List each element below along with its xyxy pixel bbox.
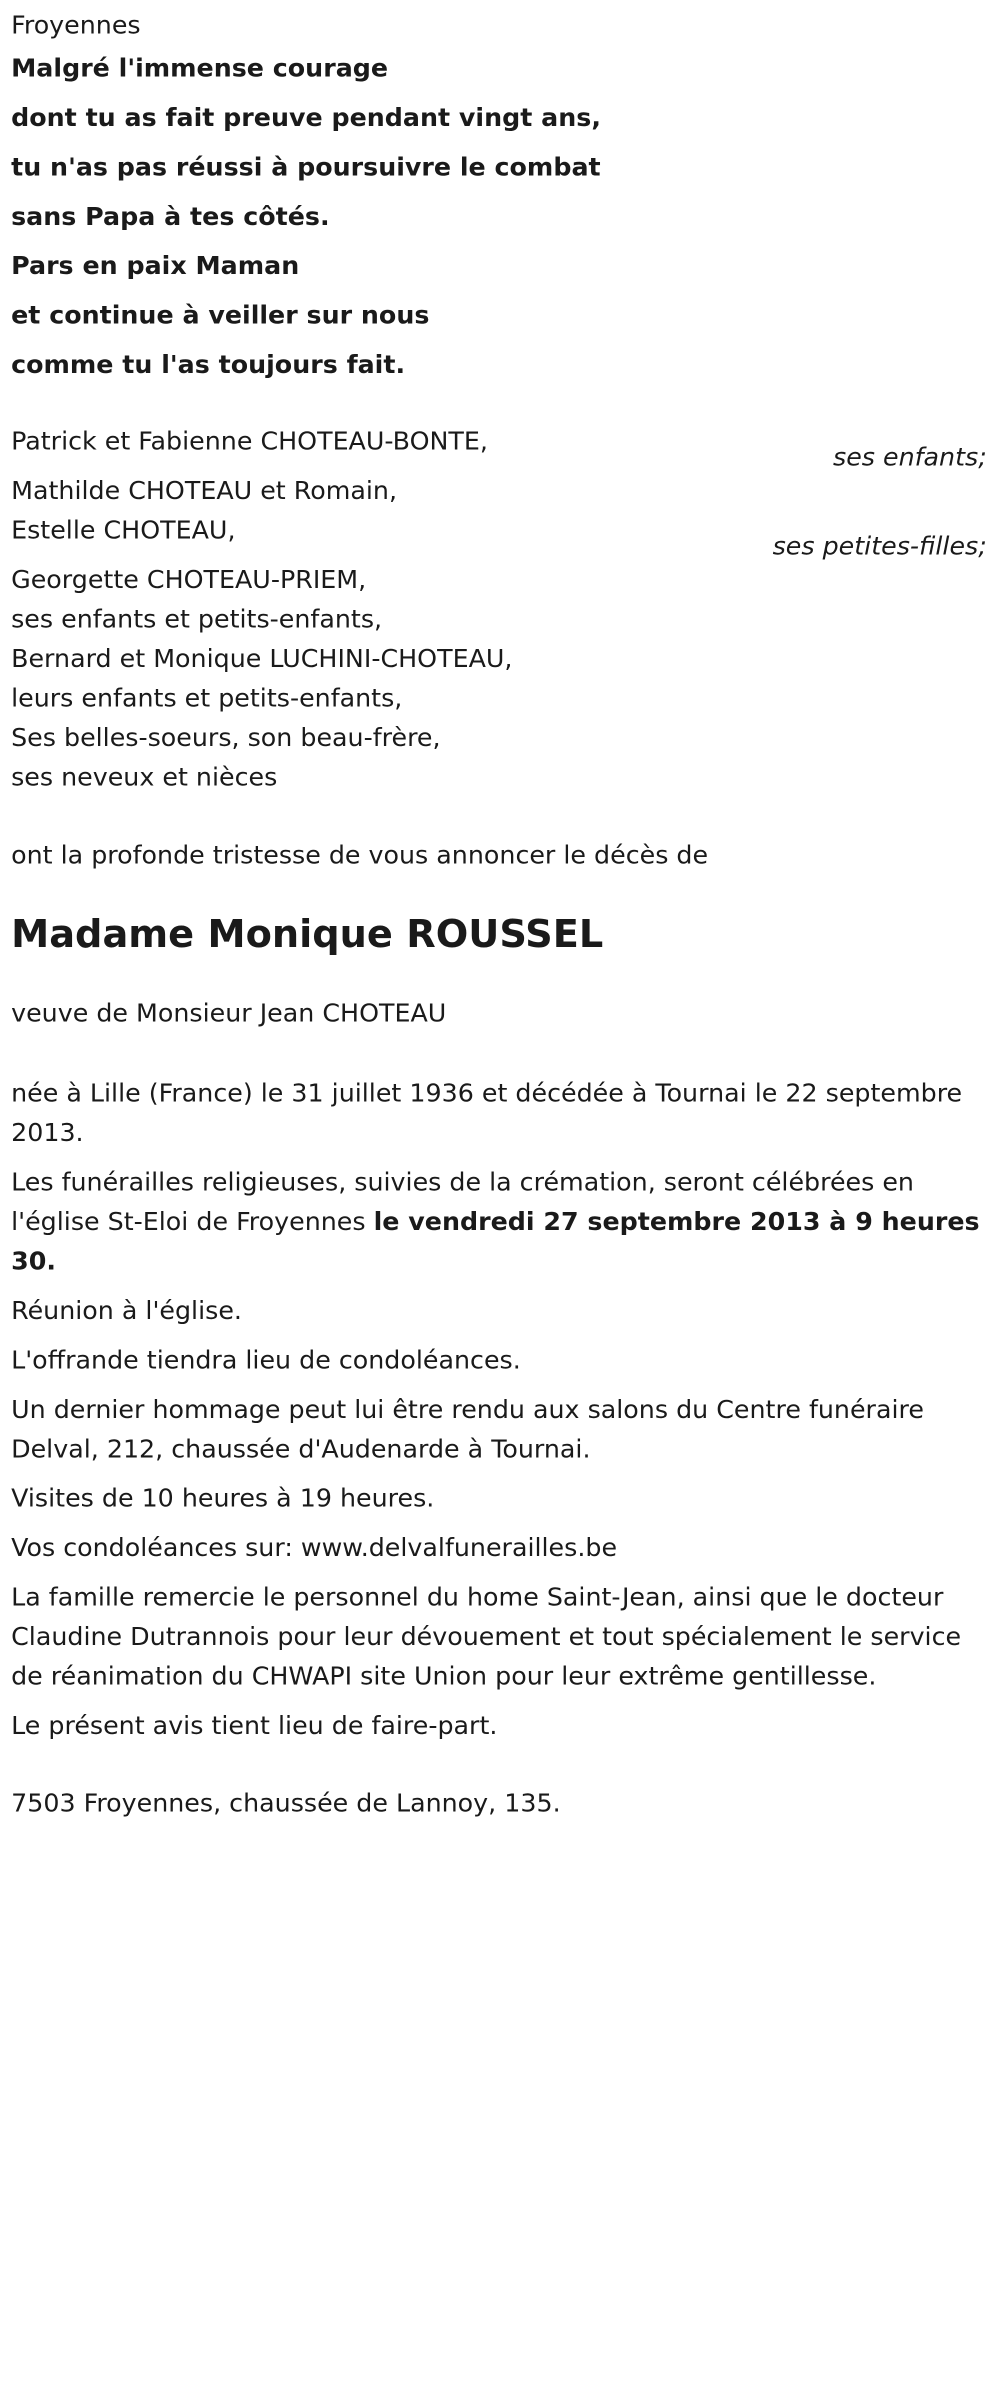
family-member: Ses belles-soeurs, son beau-frère, xyxy=(11,722,441,753)
family-member: ses enfants et petits-enfants, xyxy=(11,603,383,634)
relation-label: ses petites-filles; xyxy=(772,531,987,561)
poem-line: comme tu l'as toujours fait. xyxy=(11,349,406,380)
funeral-intro: Les funérailles religieuses, suivies de la crémation, seront célébrées en l'église St-Eloi de Froyennes xyxy=(11,1167,914,1237)
meeting-text: Réunion à l'église. xyxy=(11,1295,242,1326)
notice-text: Le présent avis tient lieu de faire-part. xyxy=(11,1710,498,1741)
relation-label: ses enfants; xyxy=(833,442,987,472)
family-member: Bernard et Monique LUCHINI-CHOTEAU, xyxy=(11,643,513,674)
poem-line: tu n'as pas réussi à poursuivre le combat xyxy=(11,151,601,182)
family-member: ses neveux et nièces xyxy=(11,761,278,792)
poem-line: dont tu as fait preuve pendant vingt ans, xyxy=(11,102,601,133)
deceased-name: Madame Monique ROUSSEL xyxy=(11,912,604,958)
poem-line: sans Papa à tes côtés. xyxy=(11,201,330,231)
visits-text: Visites de 10 heures à 19 heures. xyxy=(11,1483,435,1513)
condolences-text: Vos condoléances sur: www.delvalfunerailles.be xyxy=(11,1532,618,1563)
offering-text: L'offrande tiendra lieu de condoléances. xyxy=(11,1344,521,1375)
funeral-paragraph xyxy=(11,1162,987,1281)
family-member: Georgette CHOTEAU-PRIEM, xyxy=(11,564,367,595)
funeral-date: le vendredi 27 septembre 2013 à 9 heures 30. xyxy=(11,1206,980,1276)
place-name: Froyennes xyxy=(11,9,141,40)
widow-of-text: veuve de Monsieur Jean CHOTEAU xyxy=(11,997,447,1028)
family-member: Mathilde CHOTEAU et Romain, xyxy=(11,475,398,506)
poem-line: Malgré l'immense courage xyxy=(11,53,389,83)
family-member: leurs enfants et petits-enfants, xyxy=(11,682,403,713)
family-member: Estelle CHOTEAU, xyxy=(11,514,236,545)
address-text: 7503 Froyennes, chaussée de Lannoy, 135. xyxy=(11,1788,561,1818)
family-member: Patrick et Fabienne CHOTEAU-BONTE, xyxy=(11,426,488,456)
announcement-text: ont la profonde tristesse de vous annoncer le décès de xyxy=(11,839,709,870)
poem xyxy=(11,43,987,389)
poem-line: Pars en paix Maman xyxy=(11,250,300,281)
family-list xyxy=(11,421,987,796)
tribute-text: Un dernier hommage peut lui être rendu aux salons du Centre funéraire Delval, 212, chaussée d'Audenarde à Tournai. xyxy=(11,1394,924,1464)
birth-death-text: née à Lille (France) le 31 juillet 1936 et décédée à Tournai le 22 septembre 2013. xyxy=(11,1078,963,1148)
poem-line: et continue à veiller sur nous xyxy=(11,300,430,330)
thanks-text: La famille remercie le personnel du home Saint-Jean, ainsi que le docteur Claudine Dutrannois pour leur dévouement et tout spécialement le service de réanimation du CHWAPI site Union pour leur extrême gentillesse. xyxy=(11,1582,962,1691)
